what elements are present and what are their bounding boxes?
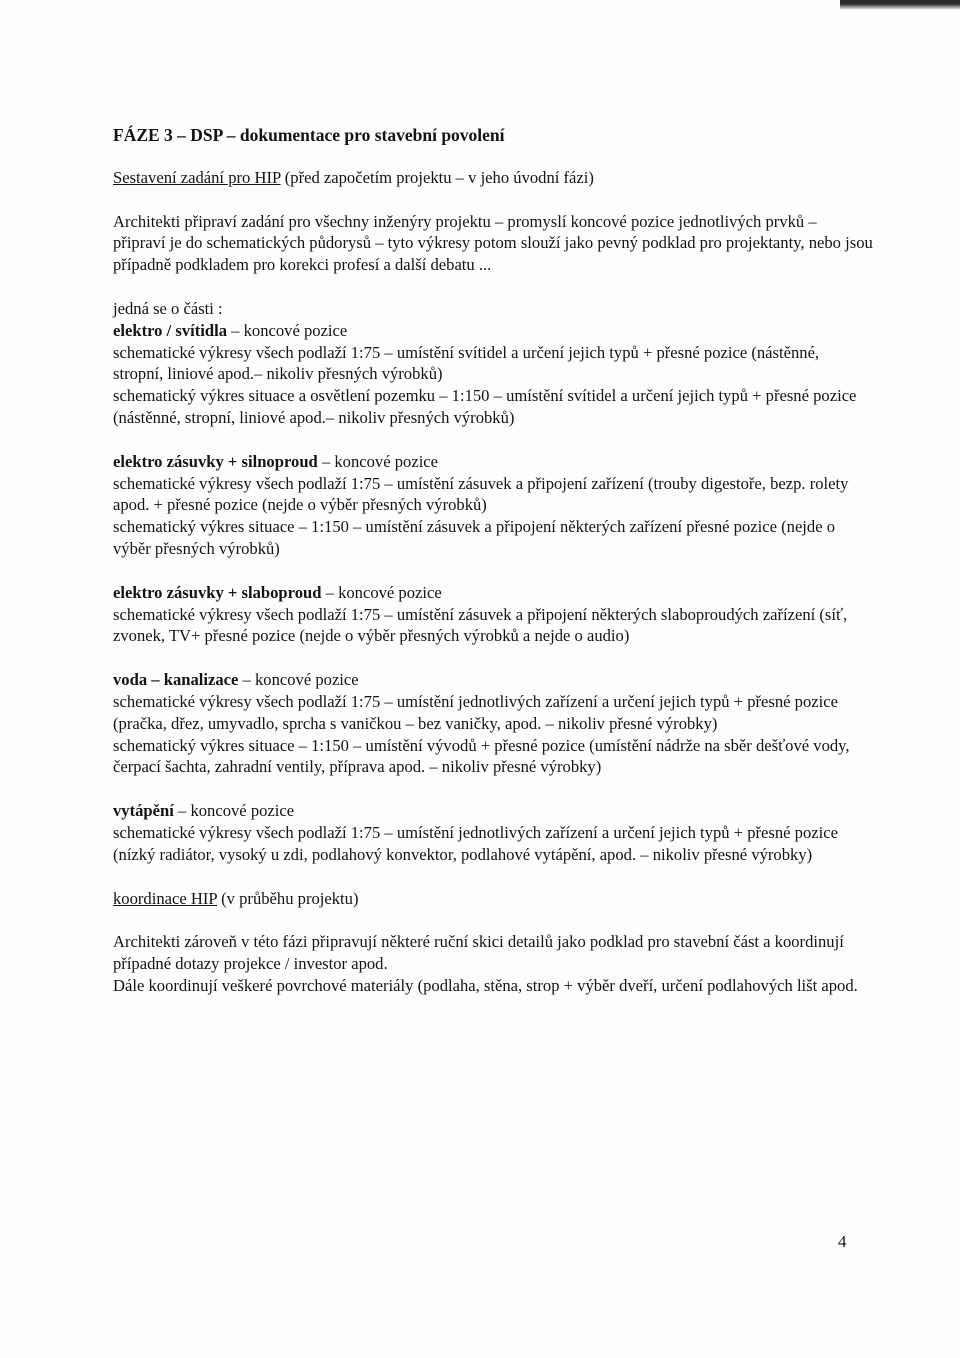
item-line: schematické výkresy všech podlaží 1:75 – umístění jednotlivých zařízení a určení jejich typů + přesné pozice (pračka, dřez, umyvadlo, sprcha s vaničkou – bez vaničky, apod. – nikoliv přesné výrobky) xyxy=(113,691,838,733)
section2-heading: koordinace HIP xyxy=(113,888,217,908)
item-heading-line xyxy=(113,669,873,691)
item-line: schematické výkresy všech podlaží 1:75 – umístění zásuvek a připojení některých slaboproudých zařízení (síť, zvonek, TV+ přesné pozice (nejde o výběr přesných výrobků a nejde o audio) xyxy=(113,604,848,646)
section1-heading-line xyxy=(113,167,873,189)
item-suffix: – koncové pozice xyxy=(321,582,442,602)
section2-paragraph: Architekti zároveň v této fázi připravují některé ruční skici detailů jako podklad pro stavební část a koordinují případné dotazy projekce / investor apod. xyxy=(113,932,844,974)
document-title: FÁZE 3 – DSP – dokumentace pro stavební povolení xyxy=(113,125,505,145)
item-name: elektro zásuvky + silnoproud xyxy=(113,451,318,471)
item-line: schematický výkres situace – 1:150 – umístění vývodů + přesné pozice (umístění nádrže na sběr dešťové vody, čerpací šachta, zahradní ventily, příprava apod. – nikoliv přesné výrobky) xyxy=(113,735,850,777)
item-suffix: – koncové pozice xyxy=(317,451,439,471)
item-heading-line xyxy=(113,320,873,342)
section1-intro: Architekti připraví zadání pro všechny inženýry projektu – promyslí koncové pozice jednotlivých prvků – připraví je do schematických půdorysů – tyto výkresy potom slouží jako pevný podklad pro projektanty, nebo jsou případně podkladem pro korekci profesí a další debatu ... xyxy=(113,211,873,275)
section1-heading: Sestavení zadání pro HIP xyxy=(113,167,281,187)
item-heading-line xyxy=(113,582,873,604)
item-line: schematické výkresy všech podlaží 1:75 – umístění svítidel a určení jejich typů + přesné pozice (nástěnné, stropní, liniové apod.– nikoliv přesných výrobků) xyxy=(113,342,820,384)
section2-heading-line xyxy=(113,888,873,910)
item-name: vytápění xyxy=(113,801,174,821)
section2-heading-suffix: (v průběhu projektu) xyxy=(217,888,359,908)
scan-edge-artifact xyxy=(840,0,960,10)
section2-paragraph: Dále koordinují veškeré povrchové materiály (podlaha, stěna, strop + výběr dveří, určení podlahových lišt apod. xyxy=(113,975,858,995)
item-line: schematický výkres situace a osvětlení pozemku – 1:150 – umístění svítidel a určení jejich typů + přesné pozice (nástěnné, stropní, liniové apod.– nikoliv přesných výrobků) xyxy=(113,386,857,427)
item-suffix: – koncové pozice xyxy=(238,670,359,690)
page-number: 4 xyxy=(838,1232,847,1251)
item-heading-line xyxy=(113,451,873,473)
document-body xyxy=(113,125,873,997)
item-line: schematické výkresy všech podlaží 1:75 – umístění jednotlivých zařízení a určení jejich typů + přesné pozice (nízký radiátor, vysoký u zdi, podlahový konvektor, podlahové vytápění, apod. – nikoliv přesné výrobky) xyxy=(113,822,838,864)
item-line: schematický výkres situace – 1:150 – umístění zásuvek a připojení některých zařízení přesné pozice (nejde o výběr přesných výrobků) xyxy=(113,517,836,558)
item-heading-line xyxy=(113,800,873,822)
section1-lead: jedná se o části : xyxy=(113,298,223,318)
item-name: elektro / svítidla xyxy=(113,320,228,340)
item-name: elektro zásuvky + slaboproud xyxy=(113,582,322,602)
item-suffix: – koncové pozice xyxy=(173,801,295,821)
item-name: voda – kanalizace xyxy=(113,670,239,690)
item-suffix: – koncové pozice xyxy=(227,320,348,340)
item-line: schematické výkresy všech podlaží 1:75 – umístění zásuvek a připojení zařízení (trouby digestoře, bezp. rolety apod. + přesné pozice (nejde o výběr přesných výrobků) xyxy=(113,473,849,515)
section1-heading-suffix: (před započetím projektu – v jeho úvodní fázi) xyxy=(280,167,594,187)
